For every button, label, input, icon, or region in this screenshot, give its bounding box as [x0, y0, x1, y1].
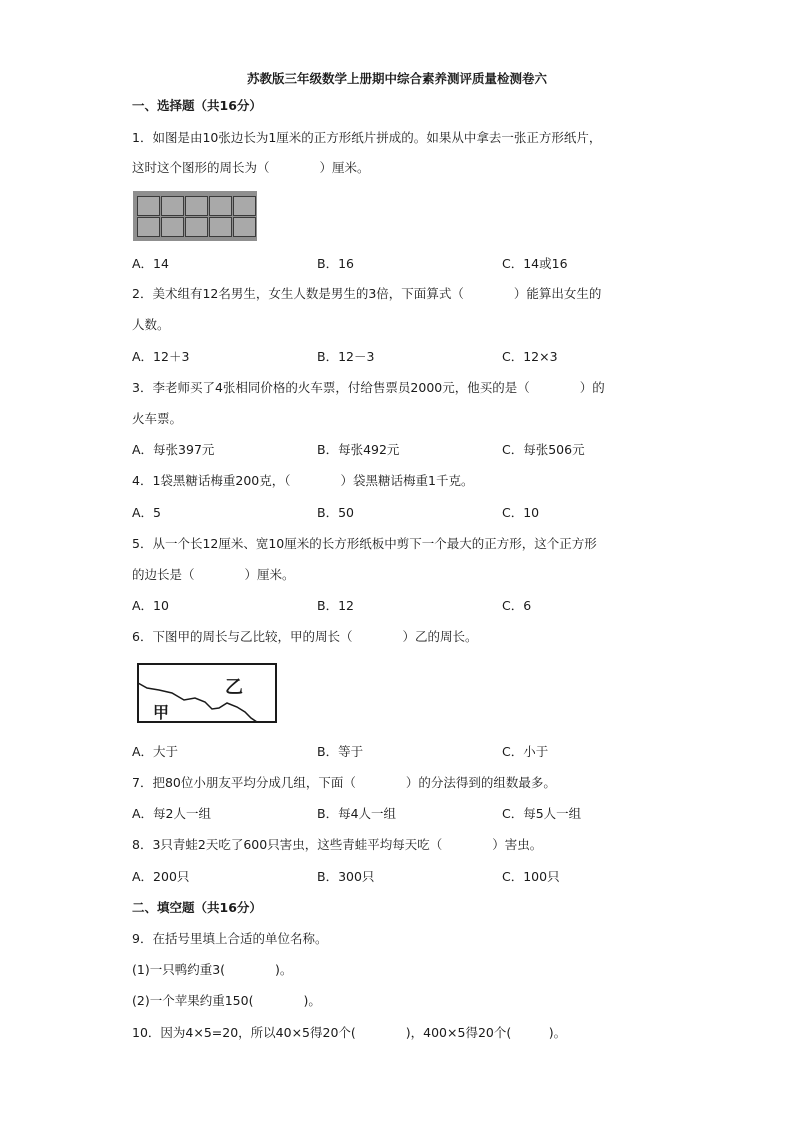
section-choice-heading: 一、选择题（共16分）	[132, 98, 262, 113]
region-label-yi: 乙	[225, 677, 243, 698]
question-3-options	[132, 441, 692, 459]
grid-square	[137, 196, 160, 216]
question-2-line-1: 2．美术组有12名男生，女生人数是男生的3倍，下面算式（ ）能算出女生的	[132, 286, 602, 301]
option-a[interactable]: A．大于	[132, 744, 179, 759]
question-3-line-2: 火车票。	[132, 411, 183, 426]
question-9-line-1: 9．在括号里填上合适的单位名称。	[132, 931, 328, 946]
option-b[interactable]: B．每4人一组	[317, 806, 397, 821]
grid-square	[209, 217, 232, 237]
question-6-options	[132, 743, 692, 761]
option-c[interactable]: C．每5人一组	[502, 806, 582, 821]
option-a[interactable]: A．14	[132, 256, 169, 271]
option-c[interactable]: C．10	[502, 505, 540, 520]
option-c[interactable]: C．14或16	[502, 256, 568, 271]
question-1-options	[132, 255, 692, 273]
question-5-line-1: 5．从一个长12厘米、宽10厘米的长方形纸板中剪下一个最大的正方形，这个正方形	[132, 536, 597, 551]
grid-square	[161, 217, 184, 237]
grid-square	[137, 217, 160, 237]
option-b[interactable]: B．50	[317, 505, 354, 520]
option-b[interactable]: B．等于	[317, 744, 364, 759]
option-a[interactable]: A．每2人一组	[132, 806, 212, 821]
grid-square	[233, 217, 256, 237]
option-a[interactable]: A．10	[132, 598, 169, 613]
question-4-line-1: 4．1袋黑糖话梅重200克，（ ）袋黑糖话梅重1千克。	[132, 473, 474, 488]
section-fill-heading: 二、填空题（共16分）	[132, 900, 262, 915]
page-title: 苏教版三年级数学上册期中综合素养测评质量检测卷六	[246, 71, 547, 86]
square-paper-grid-figure	[133, 191, 257, 241]
question-4-options	[132, 504, 692, 522]
perimeter-compare-figure	[137, 663, 277, 723]
grid-square	[233, 196, 256, 216]
question-10-line-1: 10．因为4×5=20，所以40×5得20个( )，400×5得20个( )。	[132, 1025, 567, 1040]
region-label-jia: 甲	[153, 703, 170, 722]
option-b[interactable]: B．12－3	[317, 349, 375, 364]
option-c[interactable]: C．12×3	[502, 349, 558, 364]
grid-square	[209, 196, 232, 216]
option-c[interactable]: C．小于	[502, 744, 549, 759]
option-b[interactable]: B．300只	[317, 869, 375, 884]
question-9-sub-1: (1)一只鸭约重3( )。	[132, 962, 293, 977]
question-6-line-1: 6．下图甲的周长与乙比较，甲的周长（ ）乙的周长。	[132, 629, 478, 644]
option-b[interactable]: B．12	[317, 598, 354, 613]
option-b[interactable]: B．每张492元	[317, 442, 400, 457]
question-5-options	[132, 597, 692, 615]
question-7-options	[132, 805, 692, 823]
option-b[interactable]: B．16	[317, 256, 354, 271]
question-8-options	[132, 868, 692, 886]
option-c[interactable]: C．100只	[502, 869, 560, 884]
question-8-line-1: 8．3只青蛙2天吃了600只害虫，这些青蛙平均每天吃（ ）害虫。	[132, 837, 543, 852]
question-3-line-1: 3．李老师买了4张相同价格的火车票，付给售票员2000元，他买的是（ ）的	[132, 380, 605, 395]
question-7-line-1: 7．把80位小朋友平均分成几组，下面（ ）的分法得到的组数最多。	[132, 775, 556, 790]
question-2-options	[132, 348, 692, 366]
option-a[interactable]: A．每张397元	[132, 442, 215, 457]
question-1-line-1: 1．如图是由10张边长为1厘米的正方形纸片拼成的。如果从中拿去一张正方形纸片，	[132, 130, 602, 145]
question-9-sub-2: (2)一个苹果约重150( )。	[132, 993, 321, 1008]
option-a[interactable]: A．200只	[132, 869, 190, 884]
option-a[interactable]: A．12＋3	[132, 349, 190, 364]
option-a[interactable]: A．5	[132, 505, 162, 520]
grid-square	[185, 196, 208, 216]
grid-square	[161, 196, 184, 216]
option-c[interactable]: C．每张506元	[502, 442, 585, 457]
question-2-line-2: 人数。	[132, 317, 170, 332]
question-5-line-2: 的边长是（ ）厘米。	[132, 567, 295, 582]
question-1-line-2: 这时这个图形的周长为（ ）厘米。	[132, 160, 370, 175]
grid-square	[185, 217, 208, 237]
option-c[interactable]: C．6	[502, 598, 532, 613]
